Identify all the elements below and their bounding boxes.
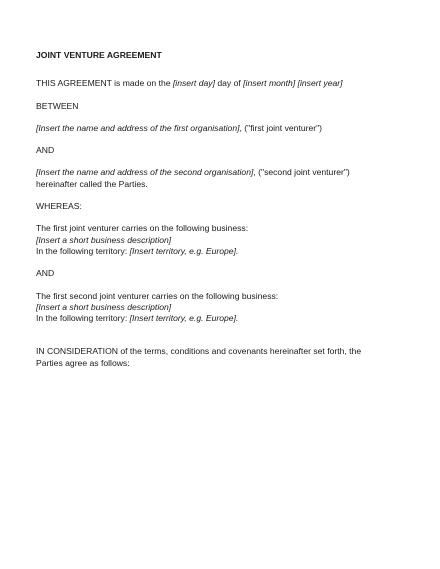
and-heading-2: AND xyxy=(36,268,55,279)
placeholder-year: [insert year] xyxy=(297,78,343,89)
intro-text-1: THIS AGREEMENT is made on the xyxy=(36,78,173,89)
document-title: JOINT VENTURE AGREEMENT xyxy=(36,50,162,60)
placeholder-day: [insert day] xyxy=(172,78,215,89)
second-party-paragraph xyxy=(36,167,382,190)
second-territory-line xyxy=(36,313,382,324)
placeholder-first-organisation: [Insert the name and address of the first organisation] xyxy=(36,122,240,133)
first-territory-line xyxy=(36,246,382,257)
between-heading: BETWEEN xyxy=(36,100,79,111)
placeholder-second-organisation: [Insert the name and address of the second organisation] xyxy=(36,167,254,178)
placeholder-second-business-description: [Insert a short business description] xyxy=(36,301,172,312)
intro-paragraph xyxy=(36,78,382,89)
consideration-paragraph: IN CONSIDERATION of the terms, conditions and covenants hereinafter set forth, the Parties agree as follows: xyxy=(36,346,362,368)
first-party-text: , ("first joint venturer") xyxy=(239,122,323,133)
placeholder-second-territory: [Insert territory, e.g. Europe]. xyxy=(129,313,239,324)
document-body xyxy=(36,50,382,380)
placeholder-first-territory: [Insert territory, e.g. Europe]. xyxy=(129,245,239,256)
intro-text-2: day of xyxy=(214,78,244,89)
whereas-heading: WHEREAS: xyxy=(36,201,82,212)
first-business-paragraph xyxy=(36,223,382,257)
first-territory-label: In the following territory: xyxy=(36,245,130,256)
first-business-line: The first joint venturer carries on the following business: xyxy=(36,223,249,234)
and-heading-1: AND xyxy=(36,145,55,156)
placeholder-month: [insert month] xyxy=(243,78,296,89)
second-party-text: , ("second joint venturer") hereinafter called the Parties. xyxy=(36,167,350,189)
first-party-paragraph xyxy=(36,123,382,134)
second-business-paragraph xyxy=(36,291,382,325)
placeholder-first-business-description: [Insert a short business description] xyxy=(36,234,172,245)
second-territory-label: In the following territory: xyxy=(36,313,130,324)
second-business-line: The first second joint venturer carries on the following business: xyxy=(36,290,279,301)
